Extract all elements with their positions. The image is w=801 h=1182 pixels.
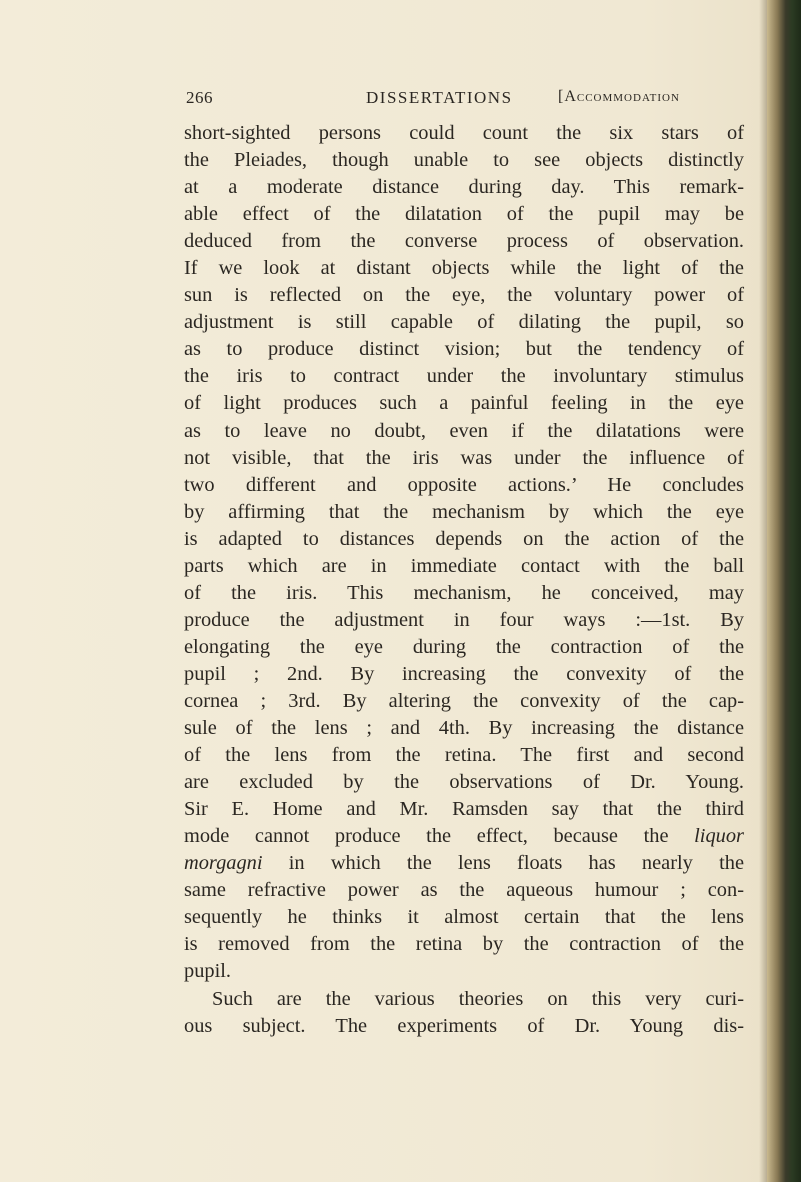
- text-line: of light produces such a painful feeling in the eye: [184, 392, 744, 415]
- text-line: not visible, that the iris was under the influence of: [184, 446, 744, 469]
- running-title: DISSERTATIONS: [366, 88, 513, 107]
- text-line: If we look at distant objects while the light of the: [184, 257, 744, 280]
- text-fragment: mode cannot produce the effect, because the: [184, 825, 669, 848]
- text-line: of the lens from the retina. The first and second: [184, 744, 744, 767]
- italic-term: morgagni: [184, 852, 263, 875]
- italic-term: liquor: [694, 825, 744, 848]
- text-line: are excluded by the observations of Dr. Young.: [184, 771, 744, 794]
- text-line: is removed from the retina by the contraction of the: [184, 933, 744, 956]
- text-line: adjustment is still capable of dilating the pupil, so: [184, 311, 744, 334]
- text-line: of the iris. This mechanism, he conceived, may: [184, 581, 744, 604]
- text-line: elongating the eye during the contraction of the: [184, 635, 744, 658]
- text-line: by affirming that the mechanism by which the eye: [184, 500, 744, 523]
- text-line: sun is reflected on the eye, the voluntary power of: [184, 284, 744, 307]
- text-line: the iris to contract under the involuntary stimulus: [184, 365, 744, 388]
- running-section: [Accommodation: [558, 88, 680, 105]
- running-header: [186, 88, 746, 112]
- text-line: produce the adjustment in four ways :—1st. By: [184, 608, 744, 631]
- text-line: at a moderate distance during day. This remark-: [184, 176, 744, 199]
- text-line: parts which are in immediate contact with the ball: [184, 554, 744, 577]
- text-line: the Pleiades, though unable to see objects distinctly: [184, 149, 744, 172]
- text-line: sule of the lens ; and 4th. By increasing the distance: [184, 717, 744, 740]
- text-line: ous subject. The experiments of Dr. Young dis-: [184, 1014, 744, 1037]
- text-line: sequently he thinks it almost certain that the lens: [184, 906, 744, 929]
- text-line: able effect of the dilatation of the pupil may be: [184, 203, 744, 226]
- text-line: short-sighted persons could count the six stars of: [184, 122, 744, 144]
- text-fragment: in which the lens floats has nearly the: [262, 852, 744, 875]
- text-line: pupil.: [184, 960, 232, 983]
- book-spine-edge: [767, 0, 801, 1182]
- paragraph-1: [184, 120, 744, 986]
- text-line-with-italic: [184, 850, 744, 877]
- page-gutter-shadow: [759, 0, 767, 1182]
- text-line: deduced from the converse process of observation.: [184, 230, 744, 253]
- text-line: as to leave no doubt, even if the dilatations were: [184, 419, 744, 442]
- text-line: pupil ; 2nd. By increasing the convexity of the: [184, 662, 744, 685]
- body-text: [184, 120, 744, 1040]
- text-line: is adapted to distances depends on the action of the: [184, 527, 744, 550]
- text-line-with-italic: [184, 823, 744, 850]
- text-line: cornea ; 3rd. By altering the convexity of the cap-: [184, 689, 744, 712]
- text-line: Sir E. Home and Mr. Ramsden say that the third: [184, 798, 744, 821]
- paragraph-2: [184, 986, 744, 1040]
- page-number: 266: [186, 88, 213, 107]
- text-line: two different and opposite actions.’ He concludes: [184, 473, 744, 496]
- text-line: Such are the various theories on this very curi-: [212, 987, 744, 1010]
- text-line: same refractive power as the aqueous humour ; con-: [184, 879, 744, 902]
- text-line: as to produce distinct vision; but the tendency of: [184, 338, 744, 361]
